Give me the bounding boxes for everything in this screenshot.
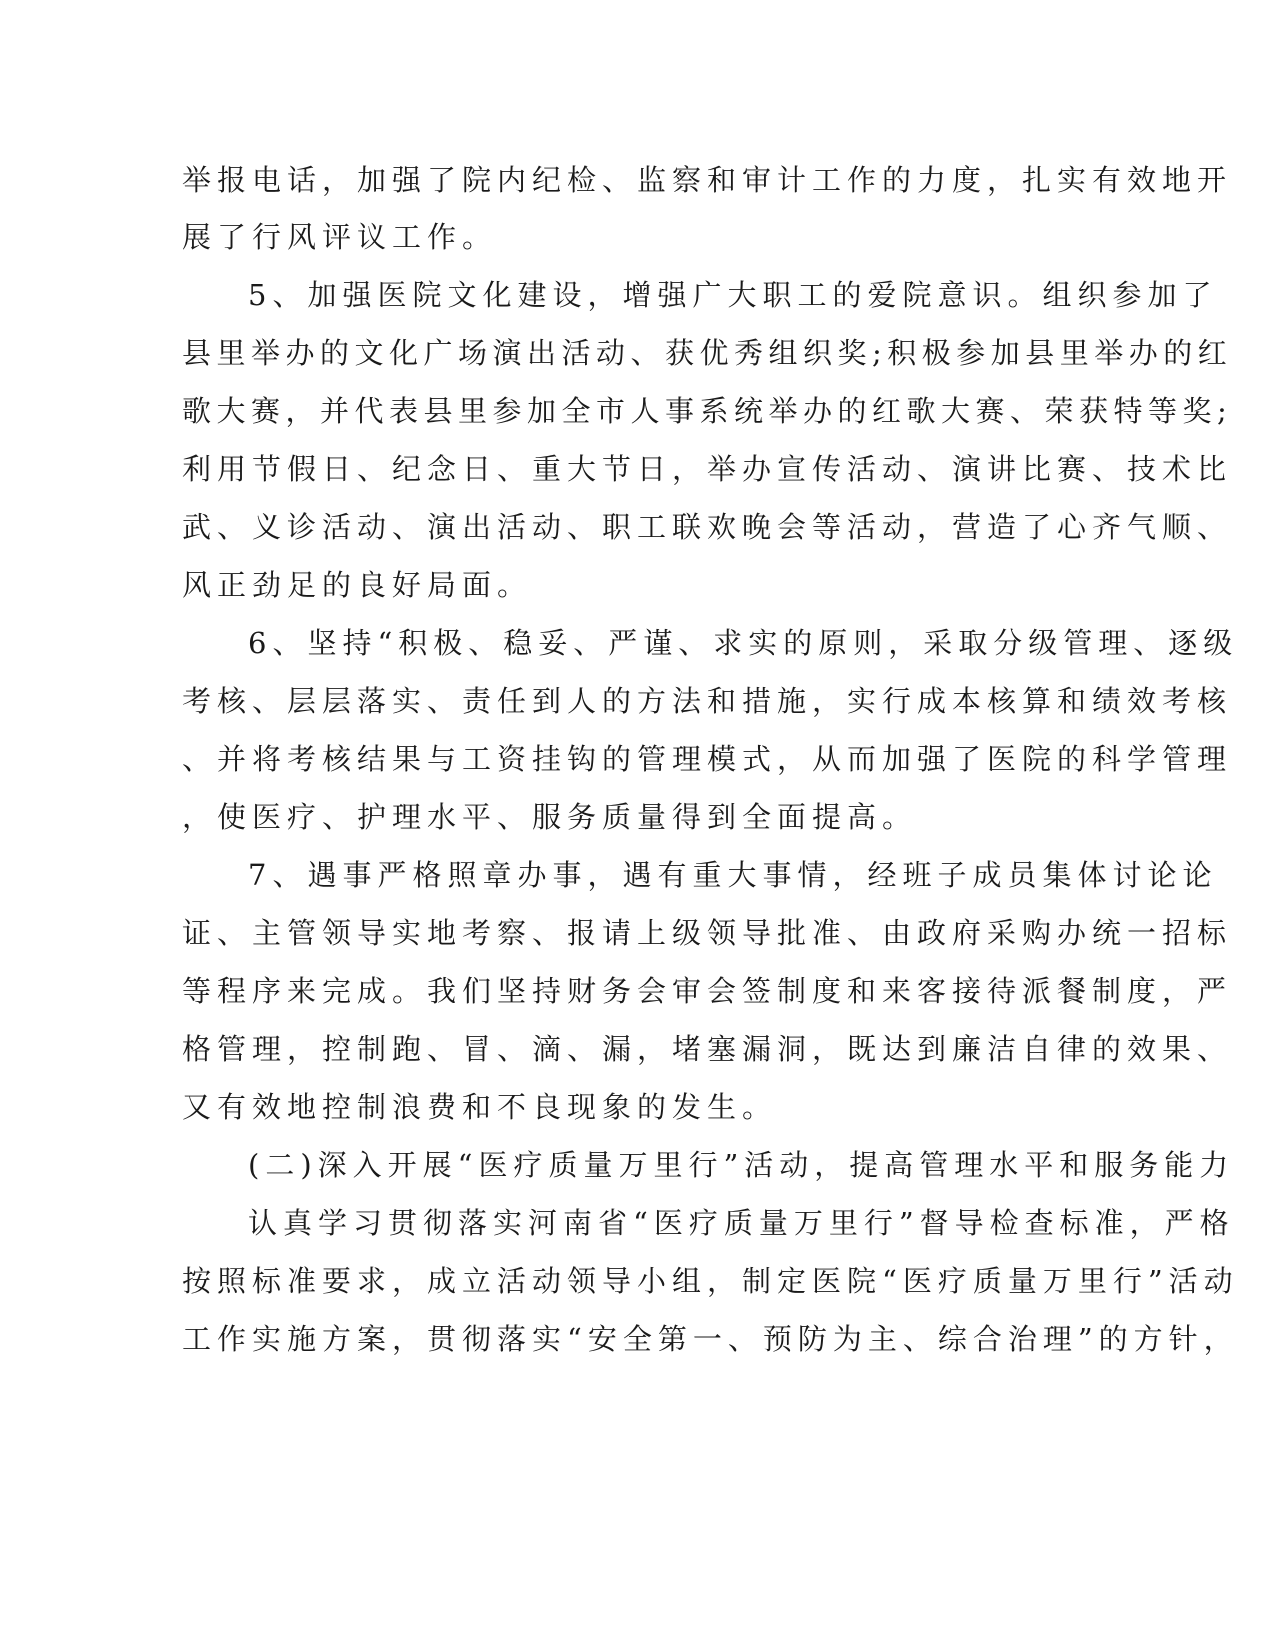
text-line-14: 证、主管领导实地考察、报请上级领导批准、由政府采购办统一招标 bbox=[182, 916, 1233, 950]
text-line-21: 工作实施方案，贯彻落实“安全第一、预防为主、综合治理”的方针， bbox=[182, 1322, 1239, 1356]
text-line-5: 歌大赛，并代表县里参加全市人事系统举办的红歌大赛、荣获特等奖; bbox=[182, 394, 1233, 428]
text-line-11: 、并将考核结果与工资挂钩的管理模式，从而加强了医院的科学管理 bbox=[182, 742, 1233, 776]
section-heading-2: (二)深入开展“医疗质量万里行”活动，提高管理水平和服务能力 bbox=[248, 1148, 1235, 1182]
text-line-10: 考核、层层落实、责任到人的方法和措施，实行成本核算和绩效考核 bbox=[182, 684, 1233, 718]
text-line-2: 展了行风评议工作。 bbox=[182, 220, 498, 254]
paragraph-5-start: 5、加强医院文化建设，增强广大职工的爱院意识。组织参加了 bbox=[248, 278, 1218, 312]
paragraph-6-start: 6、坚持“积极、稳妥、严谨、求实的原则，采取分级管理、逐级 bbox=[248, 626, 1239, 660]
text-line-17: 又有效地控制浪费和不良现象的发生。 bbox=[182, 1090, 778, 1124]
text-line-1: 举报电话，加强了院内纪检、监察和审计工作的力度，扎实有效地开 bbox=[182, 163, 1233, 197]
paragraph-7-start: 7、遇事严格照章办事，遇有重大事情，经班子成员集体讨论论 bbox=[248, 858, 1218, 892]
text-line-7: 武、义诊活动、演出活动、职工联欢晚会等活动，营造了心齐气顺、 bbox=[182, 510, 1233, 544]
text-line-15: 等程序来完成。我们坚持财务会审会签制度和来客接待派餐制度，严 bbox=[182, 974, 1233, 1008]
text-line-12: ，使医疗、护理水平、服务质量得到全面提高。 bbox=[182, 800, 918, 834]
text-line-20: 按照标准要求，成立活动领导小组，制定医院“医疗质量万里行”活动 bbox=[182, 1264, 1239, 1298]
text-line-6: 利用节假日、纪念日、重大节日，举办宣传活动、演讲比赛、技术比 bbox=[182, 452, 1233, 486]
text-line-8: 风正劲足的良好局面。 bbox=[182, 568, 533, 602]
text-line-16: 格管理，控制跑、冒、滴、漏，堵塞漏洞，既达到廉洁自律的效果、 bbox=[182, 1032, 1233, 1066]
paragraph-section-2-start: 认真学习贯彻落实河南省“医疗质量万里行”督导检查标准，严格 bbox=[248, 1206, 1235, 1240]
text-line-4: 县里举办的文化广场演出活动、获优秀组织奖;积极参加县里举办的红 bbox=[182, 336, 1233, 370]
